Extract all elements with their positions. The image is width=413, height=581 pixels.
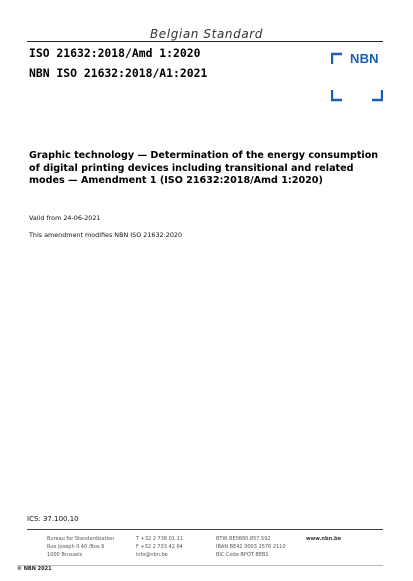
footer-address-line: Rue Joseph II 40 /Box 6 — [47, 544, 105, 550]
header-divider — [27, 41, 383, 42]
copyright-notice: © NBN 2021 — [17, 566, 52, 572]
amendment-note: This amendment modifies NBN ISO 21632:2020 — [29, 231, 183, 239]
footer-contact — [136, 535, 183, 559]
document-title — [29, 150, 389, 188]
document-title-line: of digital printing devices including transitional and related — [29, 162, 354, 174]
footer-fax: F +32 2 733 42 64 — [136, 544, 183, 550]
document-title-line: modes — Amendment 1 (ISO 21632:2018/Amd 1:2020) — [29, 175, 323, 187]
footer-address-line: 1000 Brussels — [47, 552, 83, 558]
footer-email: info@nbn.be — [136, 552, 168, 558]
document-title-line: Graphic technology — Determination of the energy consumption — [29, 150, 379, 161]
footer-phone: T +32 2 738 01 11 — [136, 536, 184, 542]
footer-banking — [216, 535, 286, 559]
footer-iban: IBAN BE41 0003 2576 2110 — [216, 544, 286, 550]
valid-from-date: Valid from 24-06-2021 — [29, 214, 101, 222]
standard-type-label: Belgian Standard — [149, 27, 264, 41]
footer-divider — [27, 529, 383, 530]
iso-standard-number: ISO 21632:2018/Amd 1:2020 — [29, 46, 201, 60]
nbn-standard-number: NBN ISO 21632:2018/A1:2021 — [29, 66, 208, 80]
footer-address-line: Bureau for Standardisation — [47, 536, 115, 542]
copyright-divider — [18, 565, 383, 566]
ics-code: ICS: 37.100.10 — [27, 515, 79, 523]
nbn-logo — [331, 50, 383, 104]
footer-address — [47, 535, 114, 559]
footer-bic: BIC Code BPOT BEB1 — [216, 552, 269, 558]
footer-website-link[interactable]: www.nbn.be — [306, 536, 342, 542]
nbn-logo-text: NBN — [350, 51, 379, 66]
footer-vat: BTW BE0880.857.592 — [216, 536, 271, 542]
